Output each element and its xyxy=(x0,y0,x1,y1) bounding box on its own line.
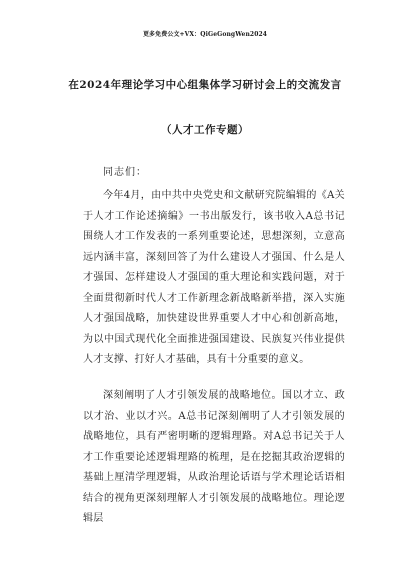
body-paragraph: 深刻阐明了人才引领发展的战略地位。国以才立、政以才治、业以才兴。A总书记深刻阐明了人才引领发展的战略地位，具有严密明晰的逻辑理路。对A总书记关于人才工作重要论述逻辑理路的梳理，是在挖掘其政治逻辑的基础上厘清学理逻辑，从政治理论话语与学术理论话语相结合的视角更深刻理解人才引领发展的战略地位。理论逻辑层 xyxy=(83,390,345,524)
header-note: 更多免费公文+VX：QiGeGongWen2024 xyxy=(142,31,268,38)
document-title: 在2024年理论学习中心组集体学习研讨会上的交流发言 xyxy=(68,79,342,91)
salutation: 同志们： xyxy=(103,167,147,178)
document-subtitle: （人才工作专题） xyxy=(161,124,249,136)
body-paragraph: 今年4月，由中共中央党史和文献研究院编辑的《A关于人才工作论述摘编》一书出版发行，该书收入A总书记围绕人才工作发表的一系列重要论述，思想深刻，立意高远内涵丰富，深刻回答了为什么建设人才强国、什么是人才强国、怎样建设人才强国的重大理论和实践问题，对于全面贯彻新时代人才工作新理念新战略新举措，深入实施人才强国战略，加快建设世界重要人才中心和创新高地，为以中国式现代化全面推进强国建设、民族复兴伟业提供人才支撑、打好人才基础，具有十分重要的意义。 xyxy=(83,190,345,365)
